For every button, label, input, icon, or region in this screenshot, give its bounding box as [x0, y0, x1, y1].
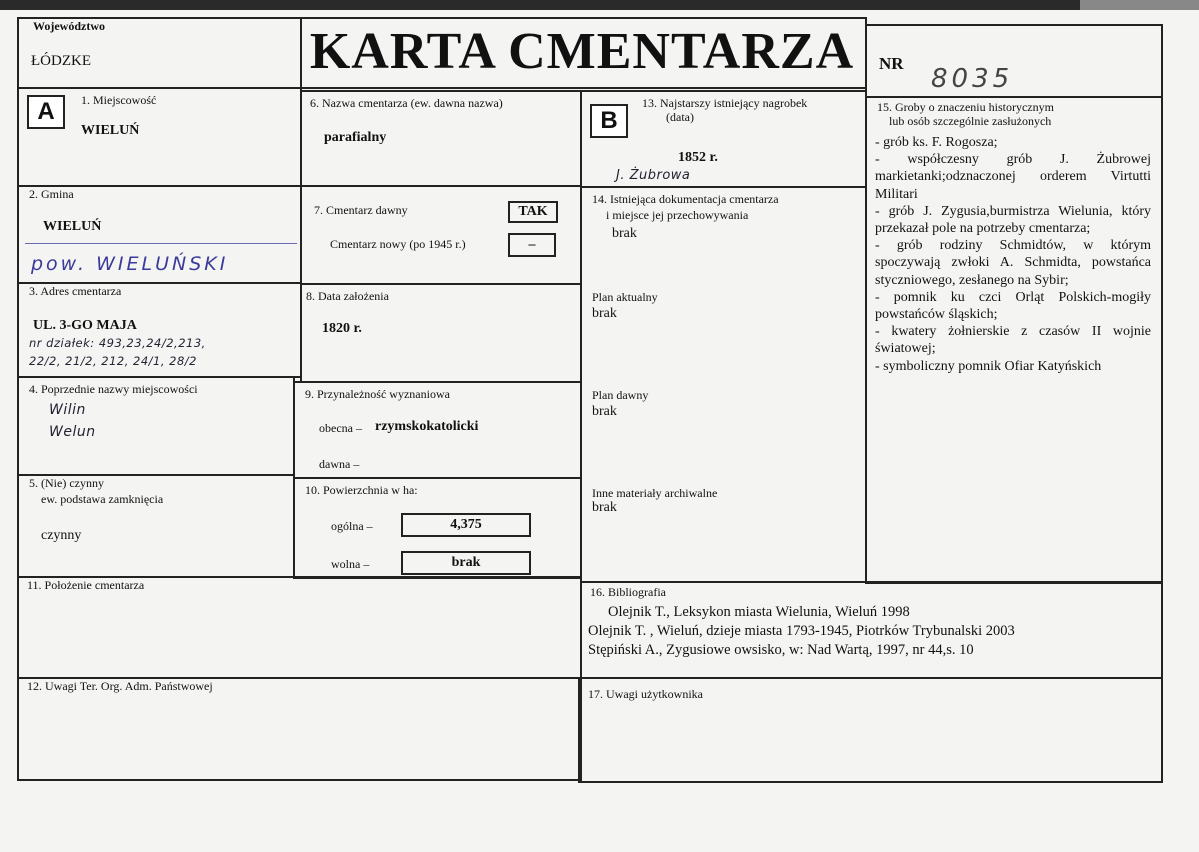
list-item: - grób rodziny Schmidtów, w którym spoczywają zwłoki A. Schmidta, powstańca styczniowego, zesłanego na Sybir; [875, 238, 1151, 288]
list-item: - współczesny grób J. Żubrowej markietanki;odznaczonej orderem Virtutti Militari [875, 152, 1151, 202]
field-3-value: UL. 3-GO MAJA [33, 318, 137, 333]
field-3-label: 3. Adres cmentarza [29, 284, 122, 298]
field-2-cell [17, 185, 302, 284]
list-item: - grób ks. F. Rogosza; [875, 135, 998, 150]
field-7-label-new: Cmentarz nowy (po 1945 r.) [330, 237, 466, 251]
field-9-former-label: dawna – [319, 457, 360, 471]
page-title: KARTA CMENTARZA [309, 23, 855, 80]
field-12-label: 12. Uwagi Ter. Org. Adm. Państwowej [27, 679, 213, 693]
plan-current-label: Plan aktualny [592, 290, 658, 304]
field-10-free-value: brak [401, 551, 531, 575]
field-14-label-1: 14. Istniejąca dokumentacja cmentarza [592, 192, 779, 206]
list-item: Stępiński A., Zygusiowe owsisko, w: Nad Wartą, 1997, nr 44,s. 10 [588, 642, 974, 658]
field-5-label-2: ew. podstawa zamknięcia [41, 492, 164, 506]
field-13-label-1: 13. Najstarszy istniejący nagrobek [642, 96, 808, 110]
field-9-cell [293, 381, 582, 479]
field-7-value-old: TAK [508, 201, 558, 223]
wojewodztwo-cell [17, 17, 302, 89]
field-15-label-1: 15. Groby o znaczeniu historycznym [877, 100, 1054, 114]
field-2-underline [25, 243, 297, 244]
field-3-handwritten-1: nr działek: 493,23,24/2,213, [29, 336, 206, 350]
field-4-label: 4. Poprzednie nazwy miejscowości [29, 382, 198, 396]
field-4-handwritten-1: Wilin [49, 402, 86, 418]
plan-old-value: brak [592, 404, 617, 419]
plan-old-label: Plan dawny [592, 388, 649, 402]
field-17-label: 17. Uwagi użytkownika [588, 687, 703, 701]
field-1-cell [17, 87, 302, 187]
other-materials-value: brak [592, 500, 617, 515]
field-4-handwritten-2: Welun [49, 424, 96, 440]
field-7-label-old: 7. Cmentarz dawny [314, 203, 408, 217]
field-12-cell [17, 677, 582, 781]
list-item: Olejnik T. , Wieluń, dzieje miasta 1793-1945, Piotrków Trybunalski 2003 [588, 623, 1015, 639]
field-4-cell [17, 376, 295, 476]
list-item: - pomnik ku czci Orląt Polskich-mogiły powstańców śląskich; [875, 289, 1151, 323]
field-10-total-value: 4,375 [401, 513, 531, 537]
historic-graves-list [875, 134, 1151, 375]
field-13-cell [580, 90, 867, 188]
field-7-cell [300, 185, 582, 285]
field-14-label-2: i miejsce jej przechowywania [606, 208, 749, 222]
field-9-label: 9. Przynależność wyznaniowa [305, 387, 450, 401]
wojewodztwo-value: ŁÓDZKE [31, 53, 91, 69]
field-2-handwritten: pow. WIELUŃSKI [31, 253, 229, 275]
field-9-current-value: rzymskokatolicki [375, 419, 479, 434]
field-8-value: 1820 r. [322, 321, 362, 336]
scan-top-edge [0, 0, 1199, 10]
list-item: - symboliczny pomnik Ofiar Katyńskich [875, 358, 1102, 374]
field-10-free-label: wolna – [331, 557, 370, 571]
field-5-label-1: 5. (Nie) czynny [29, 476, 104, 490]
plan-current-value: brak [592, 306, 617, 321]
bibliography-list [588, 603, 1015, 660]
wojewodztwo-label: Województwo [33, 19, 105, 33]
field-10-total-label: ogólna – [331, 519, 373, 533]
field-6-value: parafialny [324, 130, 387, 145]
field-3-handwritten-2: 22/2, 21/2, 212, 24/1, 28/2 [29, 354, 197, 368]
field-6-label: 6. Nazwa cmentarza (ew. dawna nazwa) [310, 96, 503, 110]
field-1-label: 1. Miejscowość [81, 93, 157, 107]
nr-cell [865, 24, 1163, 98]
field-17-cell [578, 677, 1163, 783]
scan-top-edge-light [1080, 0, 1199, 10]
list-item: - grób J. Zygusia,burmistrza Wielunia, który przekazał pole na potrzeby cmentarza; [875, 203, 1151, 237]
field-11-label: 11. Położenie cmentarza [27, 578, 145, 592]
section-b-marker: B [590, 104, 628, 138]
other-materials-label: Inne materiały archiwalne [592, 486, 718, 500]
field-9-current-label: obecna – [319, 421, 362, 435]
field-2-value: WIELUŃ [43, 219, 102, 234]
field-11-cell [17, 576, 582, 679]
field-7-value-new: – [508, 233, 556, 257]
field-1-value: WIELUŃ [81, 123, 140, 138]
field-14-value: brak [612, 226, 637, 241]
field-13-value: 1852 r. [678, 150, 718, 165]
nr-value: 8035 [931, 64, 1014, 94]
field-5-cell [17, 474, 295, 578]
field-10-cell [293, 477, 582, 579]
field-5-value: czynny [41, 528, 82, 543]
field-13-label-2: (data) [666, 110, 694, 124]
field-14-cell [580, 186, 867, 583]
field-10-label: 10. Powierzchnia w ha: [305, 483, 418, 497]
field-2-label: 2. Gmina [29, 187, 74, 201]
section-a-marker: A [27, 95, 65, 129]
list-item: Olejnik T., Leksykon miasta Wielunia, Wieluń 1998 [608, 604, 910, 620]
field-3-cell [17, 282, 302, 378]
field-16-label: 16. Bibliografia [590, 585, 666, 599]
field-15-label-2: lub osób szczególnie zasłużonych [889, 114, 1052, 128]
list-item: - kwatery żołnierskie z czasów II wojnie światowej; [875, 324, 1151, 357]
field-13-handwritten: J. Żubrowa [616, 168, 691, 183]
field-8-label: 8. Data założenia [306, 289, 389, 303]
field-6-cell [300, 90, 582, 187]
field-8-cell [300, 283, 582, 383]
nr-label: NR [879, 54, 904, 73]
